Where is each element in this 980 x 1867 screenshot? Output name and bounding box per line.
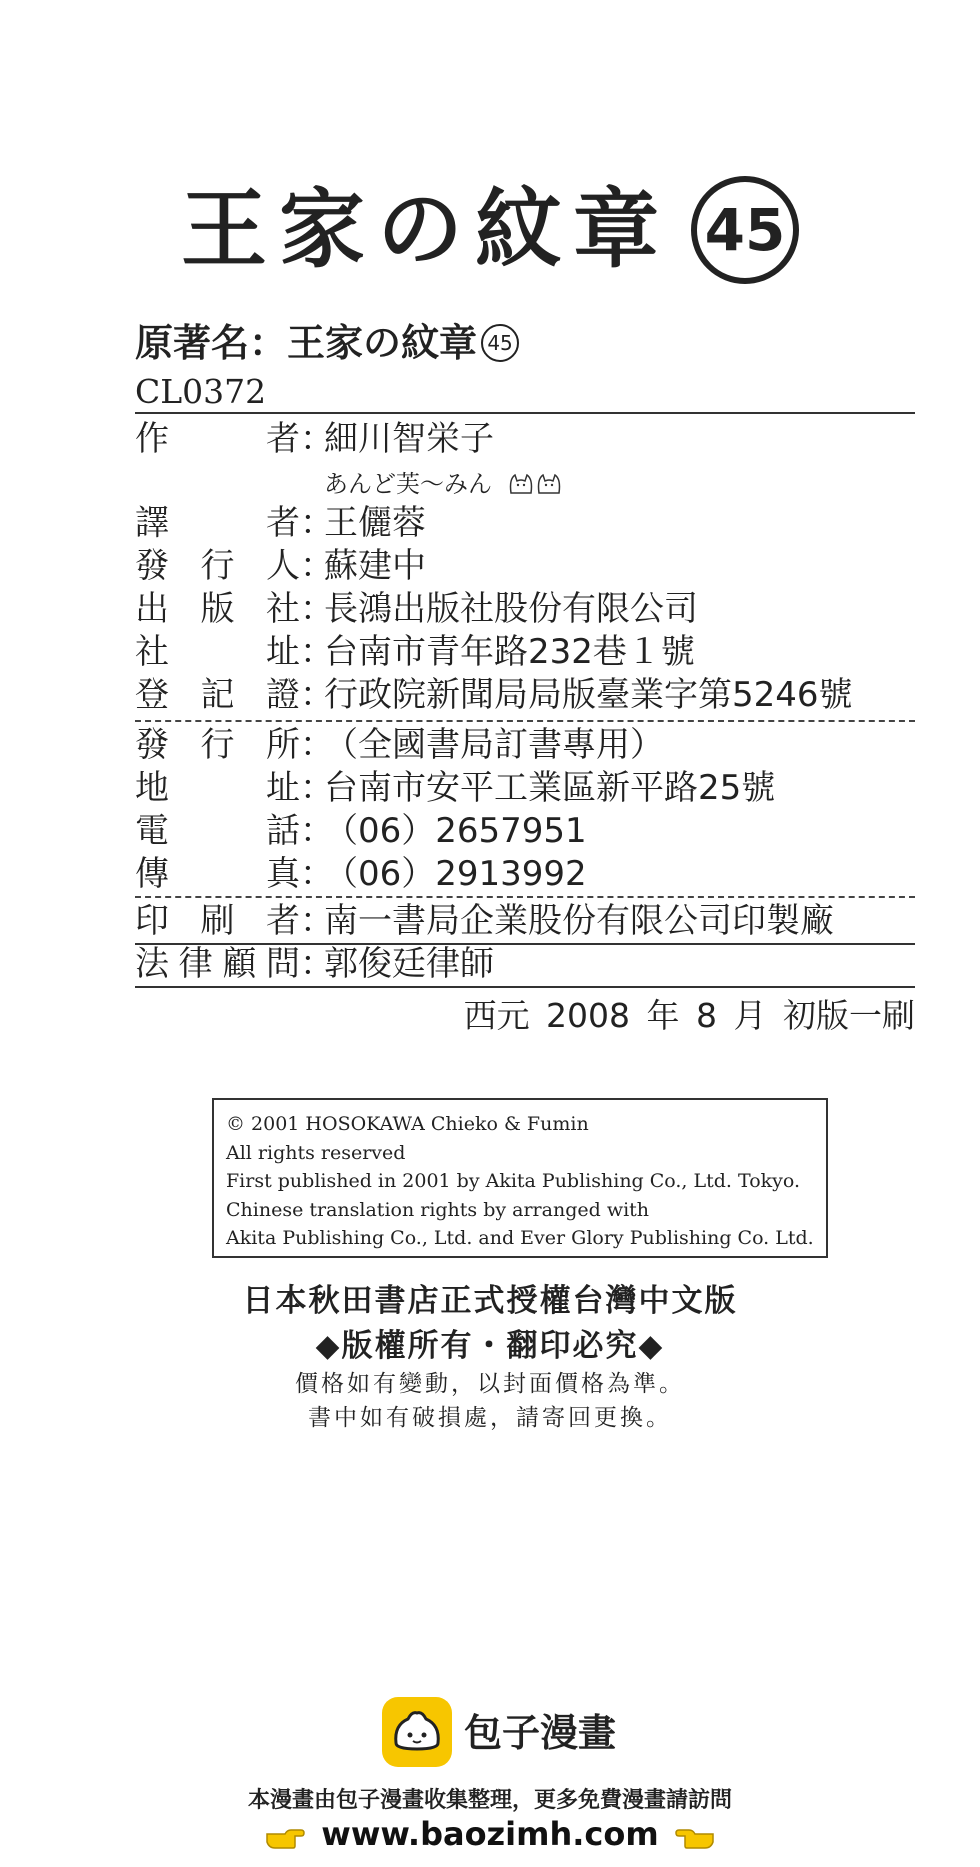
- credit-value: 行政院新聞局局版臺業字第5246號: [324, 675, 853, 715]
- credit-colon: ：: [300, 419, 334, 459]
- dist-value: （06）2657951: [324, 811, 587, 851]
- pointing-hand-left-icon: [675, 1822, 715, 1850]
- credit-colon: ：: [300, 589, 334, 629]
- original-title-line: [135, 312, 519, 367]
- dist-row: [135, 853, 915, 896]
- copyright-line: All rights reserved: [226, 1141, 406, 1164]
- credit-value: 蘇建中: [324, 546, 426, 586]
- edition-date: 西元 2008 年 8 月 初版一刷: [463, 996, 915, 1035]
- credit-row: [135, 631, 915, 674]
- print-label: 印刷者: [135, 901, 300, 941]
- credit-label: 發行人: [135, 546, 300, 586]
- site-url-row: [0, 1815, 980, 1853]
- copyright-line: Akita Publishing Co., Ltd. and Ever Glory Publishing Co. Ltd.: [226, 1227, 814, 1249]
- copyright-line: © 2001 HOSOKAWA Chieko & Fumin: [226, 1113, 589, 1135]
- print-value: 南一書局企業股份有限公司印製廠: [324, 901, 834, 941]
- site-url[interactable]: www.baozimh.com: [321, 1815, 659, 1853]
- credit-row: [135, 588, 915, 631]
- dist-colon: ：: [300, 811, 334, 851]
- pointing-hand-right-icon: [265, 1822, 305, 1850]
- credit-label: 出版社: [135, 589, 300, 629]
- credit-value: 細川智栄子: [324, 419, 494, 459]
- original-title-colon: ：: [249, 321, 288, 365]
- credit-row: [135, 418, 915, 461]
- print-value: 郭俊廷律師: [324, 944, 494, 984]
- dist-label: 發行所: [135, 725, 300, 765]
- dist-row: [135, 810, 915, 853]
- dist-label: 傳真: [135, 854, 300, 894]
- dist-value: （06）2913992: [324, 854, 587, 894]
- credit-colon: ：: [300, 675, 334, 715]
- price-note: 價格如有變動，以封面價格為準。: [295, 1371, 685, 1397]
- dist-label: 電話: [135, 811, 300, 851]
- dist-colon: ：: [300, 725, 334, 765]
- credits-author: [135, 418, 915, 501]
- credit-value: 長鴻出版社股份有限公司: [324, 589, 698, 629]
- divider-dashed: [135, 896, 915, 898]
- brand-name: 包子漫畫: [464, 1711, 617, 1755]
- credit-row: [135, 502, 915, 545]
- copyright-box: [212, 1098, 828, 1258]
- credit-row: [135, 674, 915, 717]
- dist-value: 台南市安平工業區新平路25號: [324, 768, 776, 808]
- book-title: [0, 160, 980, 290]
- dist-row: [135, 724, 915, 767]
- dist-colon: ：: [300, 768, 334, 808]
- original-title-text: 王家の紋章: [287, 321, 478, 365]
- credit-colon: ：: [300, 546, 334, 586]
- credit-row: [135, 545, 915, 588]
- print-row: [135, 900, 915, 943]
- credits-publisher: [135, 502, 915, 717]
- credit-label: 登記證: [135, 675, 300, 715]
- co-author-value: あんど芙〜みん: [324, 470, 492, 498]
- credit-label: 社址: [135, 632, 300, 672]
- credit-colon: ：: [300, 632, 334, 672]
- original-volume-circle: 45: [481, 324, 519, 362]
- divider-line: [135, 986, 915, 988]
- damage-note: 書中如有破損處，請寄回更換。: [308, 1405, 672, 1431]
- authorization-statement: 日本秋田書店正式授權台灣中文版: [242, 1283, 738, 1319]
- credit-label: 作者: [135, 419, 300, 459]
- dist-value: （全國書局訂書專用）: [324, 725, 664, 765]
- bun-logo-icon: [382, 1697, 452, 1767]
- distribution-info: [135, 724, 915, 896]
- rights-reserved: ◆版權所有・翻印必究◆: [315, 1328, 665, 1364]
- copyright-line: First published in 2001 by Akita Publishing Co., Ltd. Tokyo.: [226, 1170, 801, 1192]
- print-colon: ：: [300, 901, 334, 941]
- copyright-line: Chinese translation rights by arranged with: [226, 1198, 650, 1221]
- divider-dashed: [135, 720, 915, 722]
- divider-line: [135, 412, 915, 414]
- credit-row-extra: [135, 461, 915, 501]
- book-title-text: 王家の紋章: [181, 180, 671, 280]
- watermark-notice: 本漫畫由包子漫畫收集整理，更多免費漫畫請訪問: [247, 1788, 732, 1813]
- credit-colon: ：: [300, 503, 334, 543]
- print-colon: ：: [300, 944, 334, 984]
- divider-line: [135, 943, 915, 945]
- credit-label: 譯者: [135, 503, 300, 543]
- credit-value: 王儷蓉: [324, 503, 426, 543]
- dist-colon: ：: [300, 854, 334, 894]
- print-label: 法律顧問: [135, 944, 300, 984]
- bun-logo-graphic: [382, 1697, 452, 1767]
- cats-icon: [507, 469, 567, 497]
- original-title-label: 原著名: [135, 321, 250, 365]
- volume-circle: 45: [691, 176, 799, 284]
- catalog-code: CL0372: [135, 372, 267, 411]
- credit-value: 台南市青年路232巷１號: [324, 632, 695, 672]
- dist-row: [135, 767, 915, 810]
- print-row: [135, 943, 915, 986]
- dist-label: 地址: [135, 768, 300, 808]
